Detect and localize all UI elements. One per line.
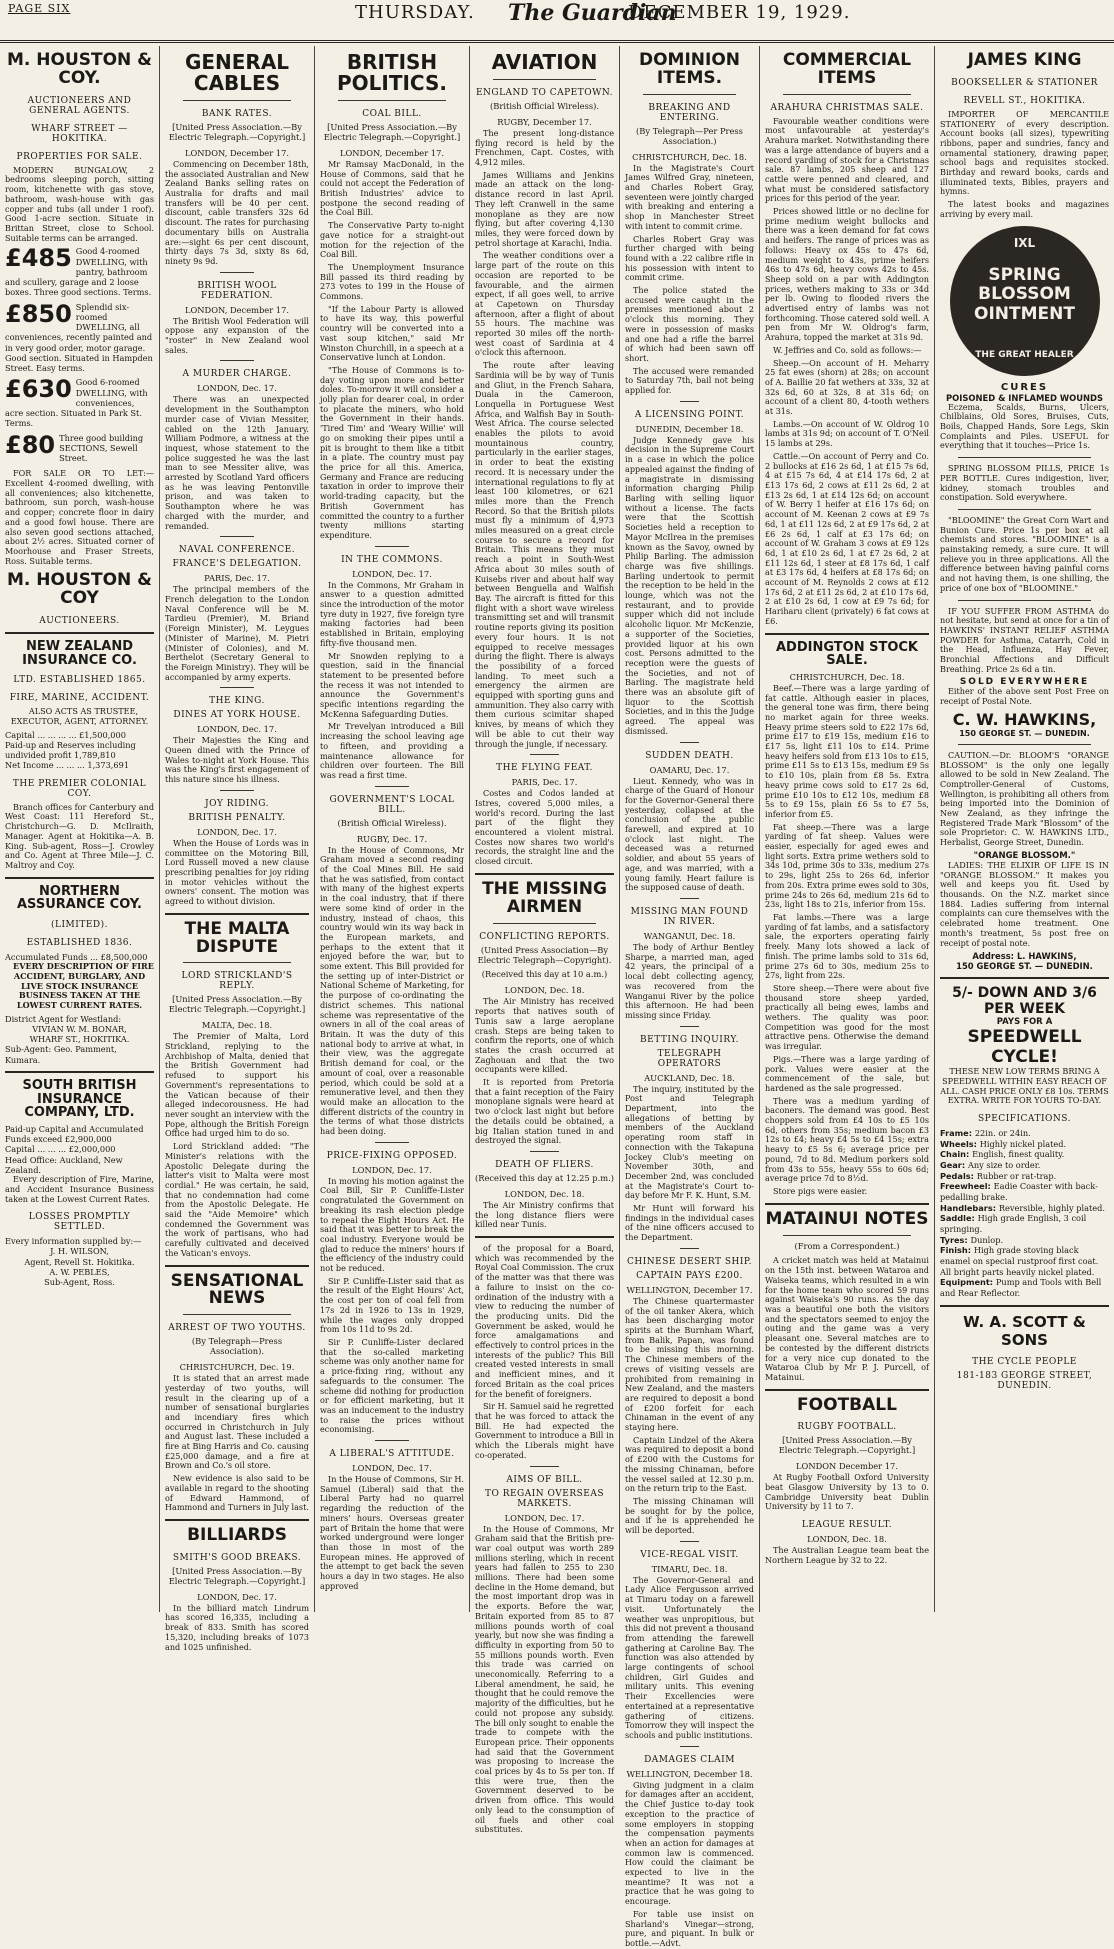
article-paragraph: Store sheep.—There were about five thousand store sheep yarded, practically all being ewes, lambs and wethers. The quality was poor. Competition was good for the most attractive pens. Otherwise the demand was irregular. <box>765 982 929 1052</box>
british-politics-heading: BRITISH POLITICS. <box>337 50 447 95</box>
northern-sub-agent: Sub-Agent: Geo. Pamment, Kumara. <box>5 1044 117 1065</box>
flying-feat-heading: THE FLYING FEAT. <box>496 763 593 774</box>
article-paragraph: The Unemployment Insurance Bill passed its third reading by 273 votes to 199 in the House of Commons. <box>320 261 464 302</box>
asthma-ad: IF YOU SUFFER FROM ASTHMA do not hesitate, but send at once for a tin of HAWKINS' INSTANT RELIEF ASTHMA POWDER for Asthma, Catarrh, Cold in the Head, Influenza, Hay Fever, Bronchial Affections and Difficult Breathing. Price 2s 6d a tin. <box>940 605 1109 674</box>
article-paragraph: It is reported from Pretoria that a faint reception of the Fairy monoplane signals were heard at two o'clock last night but before the details could be obtained, a big Italian station tuned in and destroyed the signal. <box>475 1077 614 1146</box>
dateline: MALTA, Dec. 18. <box>201 1020 273 1031</box>
article-paragraph: The body of Arthur Bentley Sharpe, a married man, aged 42 years, the principal of a local debt collecting agency, was recovered from the Wanganui River by the police this afternoon. He had been missing since Friday. <box>625 942 754 1020</box>
article-paragraph: The accused were remanded to Saturday 7th, bail not being applied for. <box>625 365 754 396</box>
south-british-info: Every information supplied by:— <box>5 1236 142 1247</box>
northern-assurance-description: EVERY DESCRIPTION OF FIRE ACCIDENT, BURGLARY, AND LIVE STOCK INSURANCE BUSINESS TAKEN AT THE LOWEST CURRENT RATES. <box>13 961 154 1010</box>
article-paragraph: The missing Chinaman will be sought for by the police, and if he is apprehended he will be deported. <box>625 1495 754 1536</box>
dateline: AUCKLAND, Dec. 18. <box>644 1072 735 1083</box>
spec-key: Tyres: <box>940 1234 971 1245</box>
cures-description: Eczema, Scalds, Burns, Ulcers, Chilblains, Old Sores, Bruises, Cuts, Boils, Chapped Hands, Sore Legs, Skin Complaints and Piles. USEFUL for everything that it touches—Price 1s. <box>940 401 1109 451</box>
dateline: CHRISTCHURCH, Dec. 18. <box>789 671 905 682</box>
article-paragraph: Prices showed little or no decline for prime medium weight bullocks and there was a keen demand for fat cows and heifers. The range of prices was as follows: Heavy ox 45s to 47s 6d, medium weight to 43s, prime heifers 46s to 47s 6d, heavy cows 42s to 45s. Sheep sold on a par with Addington prices, wethers making to 33s or 34d per lb. Owing to flooded rivers the advertised entry of lambs was not forthcoming. Those catered sold well. A pen from Mr W. Oldrog's farm, Arahura, topped the market at 31s 9d. <box>765 206 929 343</box>
south-british-description: Every description of Fire, Marine, and Accident Insurance Business taken at the Lowest Current Rates. <box>5 1174 154 1204</box>
article-paragraph: Pigs.—There was a large yarding of pork. Values were easier at the commencement of the sale, but hardened as the sale progressed. <box>765 1053 929 1093</box>
south-british-heading: SOUTH BRITISH INSURANCE COMPANY, LTD. <box>22 1077 137 1121</box>
wool-federation-heading: BRITISH WOOL FEDERATION. <box>197 280 277 301</box>
overseas-markets-heading: TO REGAIN OVERSEAS MARKETS. <box>484 1488 605 1509</box>
article-paragraph: Lieut. Kennedy, who was in charge of the Guard of Honour for the Governor-General there yesterday, collapsed at the conclusion of the public farewell, and expired at 10 o'clock last night. The deceased was a returned soldier, and about 55 years of age, and was married, with a young family. Heart failure is the supposed cause of death. <box>625 775 754 893</box>
cures-subheading: POISONED & INFLAMED WOUNDS <box>945 392 1104 403</box>
received-note: (Received this day at 12.25 p.m.) <box>475 1172 614 1183</box>
spec-key: Handlebars: <box>940 1202 999 1213</box>
article-paragraph: The Premier of Malta, Lord Strickland, replying to the Archbishop of Malta, denied that the British Government had refused to support his Government's representations to the Vatican because of their alleged indecorousness. He had never sought an interview with the Pope, although the British Foreign Office had urged him to do so. <box>165 1031 309 1139</box>
column-2-general-cables <box>160 46 315 1652</box>
column-5-dominion-items <box>620 46 760 1948</box>
dominion-items-heading: DOMINION ITEMS. <box>638 50 741 88</box>
article-paragraph: Sir P. Cunliffe-Lister said that as the result of the Eight Hours' Act, the cost per ton of coal fell from 17s 2d in 1926 to 13s in 1929, while the wages only dropped from 10s 11d to 9s 2d. <box>320 1275 464 1335</box>
missing-man-heading: MISSING MAN FOUND IN RIVER. <box>630 907 749 927</box>
northern-assurance-funds: Accumulated Funds ... £8,500,000 <box>5 951 148 962</box>
article-paragraph: The route after leaving Sardinia will be by way of Tunis and Gliut, in the French Sahara, Duala in the Cameroon, Lonquella in Portuguese West Africa, and Walfish Bay in South-West Africa. The course selected enables the pilots to avoid mountainous country, particularly in the earlier stages, in order to beat the existing record. It is necessary under the international regulations to fly at least 100 kilometres, or 621 miles more than the French Record. So that the British pilots must fly a minimum of 4,973 miles measured on a great circle course to secure a record for Britain. This means they must reach a point in South-West Africa about 30 miles south of Kuisebs river and about half way between Benguella and Walfish Bay. The aircraft is fitted for this flight with a short wave wireless transmitting set and will transmit routine reports giving its position every four hours. It is not equipped to receive messages during the flight. There is always the possibility of a forced landing. To meet such a emergency the airmen are equipped with sporting guns and ammunition. They also carry with them curious scimitar shaped knives, by means of which they will be able to cut their way through the jungle, if necessary. <box>475 360 614 749</box>
spec-value: Pump and Tools with Bell and Rear Reflector. <box>940 1277 1102 1298</box>
listing-485 <box>5 246 154 297</box>
article-paragraph: "The House of Commons is to-day voting upon more and better doles. To-morrow it will consider a jolly plan for dearer coal, in order to placate the miners, who hold the Government in their hands. 'Tired Tim' and 'Weary Willie' will go on smoking their pipes until a pit is brought to them like a titbit in a plate. The country must pay the price for all this. America, Germany and France are reducing taxation in order to improve their world-trading capacity, but the British Government has committed the country to a further twenty millions starting expenditure. <box>320 364 464 540</box>
column-3-british-politics <box>315 46 470 1612</box>
hawkins-address-name: Address: L. HAWKINS, <box>972 951 1077 962</box>
spec-value: Reversible, highly plated. <box>998 1202 1105 1213</box>
listing-bungalow: MODERN BUNGALOW, 2 bedrooms sleeping porch, sitting room, kitchenette with gas stove, bathroom, wash-house with gas copper and tubs (all under 1 roof). Good 1-acre section. Situate in Brittan Street, close to School. Suitable terms can be arranged. <box>5 164 154 243</box>
dateline: RUGBY, Dec. 17. <box>356 833 428 844</box>
england-capetown-heading: ENGLAND TO CAPETOWN. <box>475 88 614 98</box>
correspondent-note: (From a Correspondent.) <box>794 1240 900 1251</box>
spec-item <box>940 1139 1109 1150</box>
article-paragraph: The inquiry, instituted by the Post and Telegraph Department, into the allegations of betting by members of the Auckland operating room staff in connection with the Takapuna Jockey Club's meeting on November 30th, and December 2nd, was concluded at the Magistrate's Court to-day before Mr F. K. Hunt, S.M. <box>625 1083 754 1201</box>
article-paragraph: In the House of Commons, Mr Graham said that the British pre-war coal output was worth 289 millions sterling, which in recent years had fallen to 255 to 230 millions. There had been some decline in the Home demand, but the most important drop was in the exports. Before the war, Britain exported from 85 to 87 millions pounds worth of coal yearly, but now she was finding a difficulty in exporting from 50 to 55 millions pounds worth. Even this trade was carried on uneconomically. Referring to a Liberal amendment, he said, he thought that he could remove the majority of the difficulties, but he could not propose any subsidy. The bill only sought to enable the trade to compete with the European price. Their opponents had said that the Government was proposing to increase the coal prices by 4s to 5s per ton. If this were true, then the Government deserved to be driven from office. This would only lead to the consumption of oil fuels and other coal substitutes. <box>475 1523 614 1835</box>
article-paragraph: Captain Lindzel of the Akera was required to deposit a bond of £200 with the Customs for the missing Chinaman, before the vessel sailed at 12.30 p.m. on the return trip to the East. <box>625 1434 754 1494</box>
press-credit: (By Telegraph—Press Association). <box>191 1336 283 1357</box>
article-paragraph: The Chinese quartermaster of the oil tanker Akera, which has been discharging motor spirits at the Burnham Wharf, from Balik, Papan, was found to be missing this morning. The Chinese members of the crews of visiting vessels are prohibited from remaining in New Zealand, and the masters are required to deposit a bond of £200 forfeit for each Chinaman in the event of any staying here. <box>625 1295 754 1433</box>
northern-agent-address: WHARF ST., HOKITIKA. <box>29 1034 130 1045</box>
spec-item <box>940 1160 1109 1171</box>
nz-insurance-lines: FIRE, MARINE, ACCIDENT. <box>9 693 150 704</box>
badge-bottom-text: THE GREAT HEALER <box>975 349 1074 360</box>
dateline: LONDON, Dec. 18. <box>504 1188 585 1199</box>
spec-value: Highly nickel plated. <box>979 1138 1067 1149</box>
dateline: LONDON, December 17. <box>339 147 445 158</box>
price-fixing-heading: PRICE-FIXING OPPOSED. <box>326 1150 458 1161</box>
article-paragraph: In the House of Commons, Mr Graham moved a second reading of the Coal Mines Bill. He said that he was satisfied, from contact with many of the highest experts in the coal industry, that if there were some kind of order in the industry, instead of chaos, this country would win its way back in the European markets, and perhaps to the extent that it enjoyed before the war, but to some extent. This Bill provided for the setting up of inter-District or National Scheme of Marketing, for the purpose of co-ordinating the district schemes. This national scheme was representative of the owners in all of the coal areas of Britain. It was the duty of this national body to arrive at what, in their view, was the aggregate British demand for coal, or the amount of coal, over a reasonable period, which could be sold at a remunerative level, and then they would make an allocation to the different districts of the country in the terms of what those districts had been doing. <box>320 844 464 1137</box>
naval-conference-heading: NAVAL CONFERENCE. <box>178 545 296 556</box>
captain-pays-heading: CAPTAIN PAYS £200. <box>636 1270 743 1281</box>
price-630: £630 <box>5 375 72 404</box>
article-paragraph: Cattle.—On account of Perry and Co. 2 bullocks at £16 2s 6d, 1 at £15 7s 6d, 4 at £15 7s 6d, 4 at £14 17s 6d, 2 at £13 17s 6d, 2 cows at £11 2s 6d, 2 at £13 2s 6d, 1 at £14 12s 6d; on account of W. Berry 1 heifer at £16 17s 6d; on account of M. Keenan 2 cows at £9 7s 6d, 1 at £11 12s 6d, 2 at £9 17s 6d, 2 at £6 2s 6d, 1 calf at £3 17s 6d; on account of W. Graham 3 cows at £9 12s 6d, 1 at £10 2s 6d, 1 at £7 2s 6d, 2 at £11 12s 6d, 1 steer at £8 17s 6d, 1 calf at £3 17s 6d, 4 heifers at £8 17s 6d; on account of M. Reynolds 2 cows at £12 17s 6d, 2 at £11 2s 6d, 2 at £10 17s 6d, 2 at £10 2s 6d, 1 cow at £9 7s 6d; for Hariharu client (privately) 6 fat cows at £6. <box>765 450 929 626</box>
column-7-advertisements <box>935 46 1114 1612</box>
northern-assurance-heading: NORTHERN ASSURANCE COY. <box>17 883 142 913</box>
press-credit: (By Telegraph—Per Press Association.) <box>636 125 743 146</box>
article-paragraph: Fat lambs.—There was a large yarding of fat lambs, and a satisfactory sale, the exporters operating fairly freely. Many lots showed a lack of finish. The prime lambs sold to 31s 6d, prime 27s 6d to 30s, medium 25s to 27s, light from 22s. <box>765 912 929 981</box>
south-british-sub-agent: A. W. PEBLES, <box>49 1266 110 1277</box>
damages-claim-heading: DAMAGES CLAIM <box>644 1754 735 1765</box>
spec-key: Freewheel: <box>940 1181 994 1192</box>
article-paragraph: In moving his motion against the Coal Bill, Sir P. Cunliffe-Lister congratulated the Government on breaking its rash election pledge to repeal the Eight Hours Act. He said that it was better to break the coal industry. Everyone would be glad to reduce the miners' hours if the efficiency of the industry could not be reduced. <box>320 1175 464 1274</box>
dateline: LONDON, Dec. 17. <box>197 826 277 837</box>
northern-assurance-established: ESTABLISHED 1836. <box>26 937 133 948</box>
missing-airmen-heading: THE MISSING AIRMEN <box>482 878 607 917</box>
northern-agent-name: VIVIAN W. M. BONAR, <box>32 1023 127 1034</box>
murder-charge-heading: A MURDER CHARGE. <box>182 369 292 380</box>
nz-insurance-branches: Branch offices for Canterbury and West Coast: 111 Hereford St., Christchurch—G. D. McIlraith, Manager. Agent at Hokitika—A. B. King. Sub-agent, Ross—J. Crowley and Co. Agent at Three Mile—J. C. Maltroy and Coy. <box>5 801 154 870</box>
james-king-address: REVELL ST., HOKITIKA. <box>963 95 1086 106</box>
scott-heading: W. A. SCOTT & SONS <box>963 1312 1086 1349</box>
south-british-sub-agent-address: Sub-Agent, Ross. <box>44 1277 115 1288</box>
magazines-note: The latest books and magazines arriving by every mail. <box>940 199 1109 219</box>
spec-item <box>940 1213 1109 1234</box>
billiards-heading: BILLIARDS <box>187 1524 287 1545</box>
dateline: LONDON, Dec. 17. <box>197 1591 277 1602</box>
article-paragraph: Lambs.—On account of W. Oldrog 10 lambs at 31s 9d; on account of T. O'Neil 15 lambs at 29s. <box>765 418 929 449</box>
article-paragraph: Favourable weather conditions were most unfavourable at yesterday's Arahura market. Notwithstanding there was a large attendance of buyers and a record yarding of stock for a Christmas sale. 87 lambs, 205 sheep and 127 cattle were penned and cleared, and what must be considered satisfactory prices for this period of the year. <box>765 115 929 204</box>
dateline: WELLINGTON, December 18. <box>626 1768 753 1779</box>
bank-rates-heading: BANK RATES. <box>201 109 273 119</box>
listing-80-text: Three good building SECTIONS, Sewell Street. <box>59 432 144 464</box>
article-paragraph: Mr Hunt will forward his findings in the individual cases of the nine officers accused to the Department. <box>625 1203 754 1243</box>
article-paragraph: The Air Ministry confirms that the long distance fliers were killed near Tunis. <box>475 1199 614 1230</box>
scott-subheading: THE CYCLE PEOPLE <box>972 1356 1077 1367</box>
press-credit: (British Official Wireless). <box>490 101 599 111</box>
sold-everywhere: SOLD EVERYWHERE <box>959 677 1090 688</box>
masthead-date: DECEMBER 19, 1929. <box>628 2 851 23</box>
listing-630 <box>5 377 154 428</box>
northern-district-agent: District Agent for Westland: <box>5 1013 122 1024</box>
properties-heading: PROPERTIES FOR SALE. <box>16 151 143 162</box>
press-credit: (United Press Association—By Electric Telegraph—Copyright). <box>477 944 612 965</box>
page-number: PAGE SIX <box>8 2 71 15</box>
masthead-day: THURSDAY. <box>355 2 475 23</box>
nz-insurance-capital: Capital ... ... ... ... £1,500,000 <box>5 729 126 740</box>
article-paragraph: Giving judgment in a claim for damages after an accident, the Chief Justice to-day took exception to the practice of some employers in stopping the compensation payments when an action for damages at common law is commenced. How could the claimant be expected to live in the meantime? It was not a practice that he was going to encourage. <box>625 1779 754 1907</box>
british-penalty-heading: BRITISH PENALTY. <box>188 812 286 823</box>
article-paragraph: When the House of Lords was in committee on the Motoring Bill, Lord Russell moved a new clause prescribing penalties for joy riding in motor vehicles without the owners' consent. The motion was agreed to without division. <box>165 837 309 907</box>
spec-value: Eadie Coaster with back-pedalling brake. <box>940 1181 1098 1202</box>
spec-value: English, finest quality. <box>972 1149 1065 1160</box>
arrest-youths-heading: ARREST OF TWO YOUTHS. <box>168 1323 306 1334</box>
houston-heading-2: M. HOUSTON & COY <box>6 570 153 609</box>
spec-value: High grade English, 3 coil springing. <box>940 1213 1087 1234</box>
hawkins-name: C. W. HAWKINS, <box>952 709 1097 729</box>
spec-key: Saddle: <box>940 1213 978 1224</box>
arahura-sale-heading: ARAHURA CHRISTMAS SALE. <box>770 102 924 113</box>
article-paragraph: There was a medium yarding of baconers. The demand was good. Best choppers sold from £4 10s to £5 10s 6d, others from 35s; medium bacon £3 12s to £4; heavy £4 5s to £4 15s; extra heavy to £5 5s 6; average price per pound, 7d to 8d. Medium porkers sold from 43s to 55s, heavy 55s to 60s 6d; average price 7d to 8½d. <box>765 1095 929 1184</box>
spec-key: Equipment: <box>940 1277 996 1288</box>
dateline: LONDON, Dec. 18. <box>807 1534 887 1545</box>
south-british-agent: J. H. WILSON, <box>50 1246 109 1257</box>
article-paragraph: The British Wool Federation will oppose any expansion of the "roster" in New Zealand wool sales. <box>165 315 309 355</box>
general-cables-heading: GENERAL CABLES <box>184 50 290 95</box>
hawkins-address: 150 GEORGE ST. — DUNEDIN. <box>959 728 1090 738</box>
column-1-advertisements <box>0 46 160 1612</box>
south-british-funds: Paid-up Capital and Accumulated Funds exceed £2,900,000 <box>5 1123 144 1145</box>
postal-note: Either of the above sent Post Free on receipt of Postal Note. <box>940 686 1109 707</box>
licensing-point-heading: A LICENSING POINT. <box>634 409 745 420</box>
spec-item <box>940 1277 1109 1298</box>
article-paragraph: The weather conditions over a large part of the route on this occasion are reported to be favourable, and the airmen expect, if all goes well, to arrive at Capetown on Thursday afternoon, after a flight of about 55 hours. The machine was reported 30 miles off the north-west coast of Sardinia at 4 o'clock this afternoon. <box>475 250 614 358</box>
breaking-entering-heading: BREAKING AND ENTERING. <box>648 102 731 123</box>
rugby-football-heading: RUGBY FOOTBALL. <box>797 1422 897 1433</box>
article-paragraph: There was an unexpected development in the Southampton murder case of Vivian Messiter, cabled on the 12th January. William Podmore, a witness at the inquest, whose statement to the police suggested he was the last man to see Messiter alive, was arrested by Scotland Yard officers as he was leaving Pentonville prison, and was taken to Southampton where he was charged with the murder, and remanded. <box>165 394 309 531</box>
aviation-heading: AVIATION <box>491 50 598 74</box>
press-credit: [United Press Association.—By Electric Telegraph.—Copyright.] <box>168 994 306 1015</box>
south-british-losses: LOSSES PROMPTLY SETTLED. <box>28 1212 131 1233</box>
dateline: DUNEDIN, December 18. <box>635 423 744 434</box>
pills-ad: SPRING BLOSSOM PILLS, PRICE 1s PER BOTTLE. Cures indigestion, liver, kidney, stomach troubles and constipation. Sold everywhere. <box>940 463 1109 503</box>
joy-riding-heading: JOY RIDING. <box>205 798 269 809</box>
spec-item <box>940 1149 1109 1160</box>
press-credit: (British Official Wireless). <box>337 817 447 828</box>
scott-address: 181-183 GEORGE STREET, DUNEDIN. <box>956 1370 1093 1391</box>
article-paragraph: Sir H. Samuel said he regretted that he was forced to attack the Bill. He had expected the Government to introduce a Bill in which the Liberals might have co-operated. <box>475 1401 614 1460</box>
article-paragraph: At Rugby Football Oxford University beat Glasgow University by 13 to 0. Cambridge University beat Dublin University by 11 to 7. <box>765 1472 929 1512</box>
badge-top-text: IXL <box>1013 235 1036 250</box>
article-paragraph: Lord Strickland added: "The Minister's relations with the Apostolic Delegate during the latter's visit to Malta were most cordial." He was certain, he said, that no condemnation had come from the Apostolic Delegate. He said the "Aide Memoire" which condemned the Government was the work of partisans, who had carefully cultivated and deceived the Vatican's envoys. <box>165 1141 309 1258</box>
south-british-capital: Capital ... ... ... £2,000,000 <box>5 1144 116 1155</box>
cures-heading: CURES <box>1000 381 1049 393</box>
article-paragraph: The Australian League team beat the Northern League by 32 to 22. <box>765 1545 929 1565</box>
article-paragraph: It is stated that an arrest made yesterday of two youths, will result in the clearing up of a number of sensational burglaries and incendiary fires which occurred in Christchurch in July and August last. These included a fire at Bing Harris and Co. causing £25,000 damage, and a fire at Brown and Co.'s oil store. <box>165 1373 309 1471</box>
malta-dispute-heading: THE MALTA DISPUTE <box>184 918 290 957</box>
caution-notice: CAUTION.—Dr. BLOOM'S "ORANGE BLOSSOM" is the only one legally allowed to be sold in New Zealand. The Comptroller-General of Customs, Wellington, is prohibiting all others from being imported into the Dominion of New Zealand, as they infringe the Registered Trade Mark "Blossom" of the sole Proprietor: C. W. HAWKINS LTD., Herbalist, George Street, Dunedin. <box>940 749 1109 848</box>
james-king-heading: JAMES KING <box>967 50 1082 70</box>
article-paragraph: Store pigs were easier. <box>773 1185 868 1196</box>
pays-for: PAYS FOR A <box>996 1017 1053 1028</box>
dateline: LONDON, Dec. 17. <box>352 568 432 579</box>
sudden-death-heading: SUDDEN DEATH. <box>645 750 734 761</box>
hawkins-address-street: 150 GEORGE ST. — DUNEDIN. <box>956 961 1093 972</box>
listing-630-text: Good 6-roomed DWELLING, with conveniences, acre section. Situated in Park St. Terms. <box>5 377 148 429</box>
spec-key: Chain: <box>940 1149 973 1160</box>
bookseller-subheading: BOOKSELLER & STATIONER <box>951 77 1098 88</box>
dateline: LONDON, Dec. 17. <box>197 383 277 394</box>
dateline: WELLINGTON, December 17. <box>626 1284 753 1295</box>
spec-item <box>940 1235 1109 1246</box>
listing-850-text: Splendid six-roomed DWELLING, all conveniences, recently painted and in very good order, motor garage. Good section. Situated in Hampden Street. Easy terms. <box>5 301 153 374</box>
dateline: PARIS, Dec. 17. <box>204 573 270 584</box>
speedwell-heading: SPEEDWELL CYCLE! <box>967 1027 1082 1068</box>
dateline: CHRISTCHURCH, Dec. 18. <box>632 151 747 162</box>
houston-heading: M. HOUSTON & COY. <box>6 50 153 88</box>
article-paragraph: New evidence is also said to be available in regard to the shooting of Edward Hammond, of Hammond and Turners in July last. <box>165 1473 309 1513</box>
specifications-list <box>940 1128 1109 1299</box>
nz-insurance-paid-up: Paid-up and Reserves including undivided profit 1,789,810 <box>5 739 136 761</box>
dateline: WANGANUI, Dec. 18. <box>643 931 736 941</box>
dateline: LONDON, December 17. <box>184 304 290 315</box>
aims-of-bill-heading: AIMS OF BILL. <box>506 1474 583 1485</box>
spec-key: Finish: <box>940 1245 974 1256</box>
york-house-heading: DINES AT YORK HOUSE. <box>173 710 301 721</box>
article-paragraph: Sir P. Cunliffe-Lister declared that the so-called marketing scheme was only another name for a price-fixing ring, without any safeguards to the consumer. The scheme did nothing for production or for efficient marketing, but it was an inducement to the industry to raise the prices without economising. <box>320 1336 464 1435</box>
article-paragraph: James Williams and Jenkins made an attack on the long-distance record in last April. They left Cranwell in the same monoplane as they are now flying, but after covering 4,130 miles, they were forced down by petrol shortage at Karachi, India. <box>475 169 614 248</box>
masthead <box>0 0 1114 43</box>
newspaper-title: The Guardian <box>508 0 677 26</box>
spec-value: Dunlop. <box>970 1234 1004 1245</box>
spec-item <box>940 1181 1109 1202</box>
listing-ross: FOR SALE OR TO LET:—Excellent 4-roomed dwelling, with all conveniences; also kitchenette, bathroom, sun porch, wash-house and copper; concrete floor in dairy and a good fowl house. There are also seven good sections attached, about 2½ acres. Situated corner of Moorhouse and Fraser Streets, Ross. Suitable terms. <box>5 468 154 566</box>
betting-inquiry-heading: BETTING INQUIRY. <box>640 1034 739 1045</box>
article-paragraph: Fat sheep.—There was a large yarding of fat sheep. Values were easier, especially for aged ewes and light sorts. Extra prime wethers sold to 34s 10d, prime 30s to 33s, medium 27s to 29s, light 25s to 26s 6d, inferior from 20s. Extra prime ewes sold to 30s, prime 24s to 26s 6d, medium 21s 6d to 23s, light 18s to 21s, inferior from 15s. <box>765 821 929 910</box>
dateline: LONDON, Dec. 17. <box>352 1164 432 1175</box>
northern-assurance-limited: (LIMITED). <box>51 919 108 930</box>
spec-value: Any size to order. <box>967 1160 1041 1170</box>
local-bill-heading: GOVERNMENT'S LOCAL BILL. <box>329 794 455 815</box>
columns <box>0 46 1114 1948</box>
spec-value: High grade stoving black enamel on special rustproof first coat. All bright parts heavily nickel plated. <box>940 1245 1099 1277</box>
article-paragraph: Mr Snowden replying to a question, said in the financial statement to be presented before the recess it was not intended to announce the Government's specific intentions regarding the McKenna Safeguarding Duties. <box>320 650 464 719</box>
article-paragraph: A cricket match was held at Matainui on the 15th inst. between Wataroa and Waiseka teams, which resulted in a win for the home team who scored 59 runs against Waiseka's 90 runs. As the day was a beautiful one both the visitors and the spectators seemed to enjoy the outing and the game was a very pleasant one. Several matches are to be contested by the different districts for a very nice cup donated to the Wataroa Club by Mr P. J. Purcell, of Matainui. <box>765 1255 929 1382</box>
article-paragraph: Mr Ramsay MacDonald, in the House of Commons, said that he could not accept the Federation of British Industries' advice to postpone the second reading of the Coal Bill. <box>320 158 464 218</box>
spec-item <box>940 1245 1109 1277</box>
article-paragraph: Charles Robert Gray was further charged with being found with a .22 calibre rifle in his possession with intent to commit crime. <box>625 233 754 283</box>
article-paragraph: The Governor-General and Lady Alice Fergusson arrived at Timaru today on a farewell visit. Unfortunately the weather was unpropitious, but this did not prevent a thousand from attending the farewell gathering at Caroline Bay. The function was also attended by large contingents of school children, Girl Guides and military units. This evening Their Excellencies were entertained at a representative gathering of citizens. Tomorrow they will inspect the schools and public institutions. <box>625 1574 754 1740</box>
article-paragraph: "If the Labour Party is allowed to have its way, this powerful country will be converted into a vast soup kitchen," said Mr Winston Churchill, in a speech at a Conservative lunch at London. <box>320 303 464 363</box>
spec-item <box>940 1203 1109 1214</box>
article-paragraph: Judge Kennedy gave his decision in the Supreme Court in a case in which the police appealed against the finding of a magistrate in dismissing information charging Philip Barling with selling liquor without a license. The facts were that the Scottish Societies held a reception to Mayor McIlrea in the premises known as the Savoy, owned by Philip Barling. The admission charge was five shillings. Barling undertook to permit the reception to be held in the lounge, which was not the restaurant, and to provide supper which did not include alcoholic liquor. Mr McKenzie, a supporter of the Societies, provided liquor at his own cost. Persons admitted to the reception were the guests of the Societies, and not of Barling. The magistrate held there was an absolute gift of liquor to the Scottish Societies, and in this the Judge agreed. The appeal was dismissed. <box>625 434 754 736</box>
dateline: LONDON, December 17. <box>184 147 290 158</box>
vice-regal-heading: VICE-REGAL VISIT. <box>640 1549 739 1560</box>
liberal-attitude-heading: A LIBERAL'S ATTITUDE. <box>329 1449 455 1460</box>
article-paragraph: In the Commons, Mr Graham in answer to a question admitted since the introduction of the motor tyre duty in 1927, five foreign tyre making factories had been established in Britain, employing fifty-five thousand men. <box>320 579 464 648</box>
telegraph-operators-heading: TELEGRAPH OPERATORS <box>657 1048 722 1069</box>
spec-key: Frame: <box>940 1128 975 1139</box>
dateline: OAMARU, Dec. 17. <box>649 764 730 775</box>
listing-850 <box>5 299 154 374</box>
cycle-terms-heading: 5/- DOWN AND 3/6 PER WEEK <box>952 985 1097 1018</box>
nz-insurance-heading: NEW ZEALAND INSURANCE CO. <box>22 639 137 668</box>
press-credit: [United Press Association.—By Electric Telegraph.—Copyright.] <box>778 1435 916 1456</box>
smith-breaks-heading: SMITH'S GOOD BREAKS. <box>172 1552 302 1563</box>
article-paragraph: Beef.—There was a large yarding of fat cattle. Although easier in places, the general tone was firm, there being no market again for three weeks. Heavy prime steers sold to £22 17s 6d, prime £17 to £19 15s, medium £16 to £17 5s, light £11 10s to £14. Prime heavy heifers sold from £13 10s to £15, prime £11 5s to £13 15s, medium £9 5s to £10 10s, plain from £8 5s. Extra heavy prime cows sold to £17 2s 6d, prime £10 10s to £12 10s, medium £8 5s to £9 15s, plain £6 5s to £7 5s, inferior from £5. <box>765 682 929 819</box>
press-credit: [United Press Association.—By Electric Telegraph.—Copyright.] <box>168 1565 306 1586</box>
spec-key: Wheels: <box>940 1138 980 1149</box>
nz-insurance-net-income: Net Income ... ... ... 1,373,691 <box>5 760 130 771</box>
dateline: CHRISTCHURCH, Dec. 19. <box>179 1362 295 1373</box>
article-paragraph: Sheep.—On account of H. Meharry 25 fat ewes (shorn) at 28s; on account of A. Baillie 20 fat wethers at 33s, 32 at 32s 6d, 60 at 32s, 8 at 31s 6d; on account of a client 80, 4-tooth wethers at 31s. <box>765 357 929 417</box>
dateline: LONDON, Dec. 17. <box>197 724 277 735</box>
bloomine-ad: "BLOOMINE" the Great Corn Wart and Bunion Cure. Price 1s per box at all chemists and stores. "BLOOMINE" is a painstaking remedy, a sure cure. It will relieve you in three applications. All the difference between having painful corns and not having them, is one shilling, the price of one box of "BLOOMINE." <box>940 514 1109 593</box>
coal-bill-heading: COAL BILL. <box>362 109 422 119</box>
received-note: (Received this day at 10 a.m.) <box>481 969 608 980</box>
houston-subheading-2: AUCTIONEERS. <box>39 616 120 627</box>
spec-item <box>940 1171 1109 1182</box>
article-paragraph: The present long-distance flying record is held by the Frenchmen, Capt. Costes, with 4,912 miles. <box>475 127 614 168</box>
death-of-fliers-heading: DEATH OF FLIERS. <box>495 1159 594 1170</box>
article-paragraph: For table use insist on Sharland's Vinegar—strong, pure, and piquant. In bulk or bottle.—Advt. <box>625 1908 754 1948</box>
price-850: £850 <box>5 299 72 328</box>
dateline: LONDON, Dec. 17. <box>352 1463 432 1474</box>
article-paragraph: Costes and Codos landed at Istres, covered 5,000 miles, a world's record. During the last part of the flight they encountered a violent mistral. Costes now shares two world's records, the straight line and the closed circuit. <box>475 788 614 867</box>
league-result-heading: LEAGUE RESULT. <box>801 1520 893 1531</box>
premier-colonial: THE PREMIER COLONIAL COY. <box>12 778 147 799</box>
dateline: LONDON December 17. <box>796 1461 898 1472</box>
article-paragraph: Mr Trevelyan introduced a Bill increasing the school leaving age to fifteen, and providing a maintenance allowance for children over fourteen. The Bill was read a first time. <box>320 721 464 780</box>
article-paragraph: In the House of Commons, Sir H. Samuel (Liberal) said that the Liberal Party had no quarrel regarding the reduction of the miners' hours. Overseas greater part of Britain the home that were worked underground were longer than those in most of the European mines. He approved of the attempt to get back the seven hours a day in two stages. He also approved <box>320 1474 464 1591</box>
cycle-terms-description: THESE NEW LOW TERMS BRING A SPEEDWELL WITHIN EASY REACH OF ALL. CASH PRICE ONLY £8 10s. TERMS EXTRA. WRITE FOR YOURS TO-DAY. <box>940 1066 1109 1106</box>
article-paragraph: Commencing on December 18th, the associated Australian and New Zealand Banks selling rates on Australia for drafts and mail transfers will be 40 per cent. discount, cable transfers 32s 6d discount. The rates for purchasing documentary bills on Australia are:—sight 6s per cent discount, thirty days 7s 3d, sixty 8s 6d, ninety 9s 9d. <box>165 158 309 266</box>
spec-key: Gear: <box>940 1160 968 1170</box>
nz-insurance-trustee: ALSO ACTS AS TRUSTEE, EXECUTOR, AGENT, ATTORNEY. <box>10 706 149 727</box>
addington-sale-heading: ADDINGTON STOCK SALE. <box>775 639 919 669</box>
conflicting-reports-heading: CONFLICTING REPORTS. <box>479 931 610 942</box>
nz-insurance-established: LTD. ESTABLISHED 1865. <box>13 675 146 686</box>
south-british-agent-address: Agent, Revell St. Hokitika. <box>24 1256 135 1267</box>
matainui-notes-heading: MATAINUI NOTES <box>765 1208 929 1229</box>
article-paragraph: In the Magistrate's Court James Wilfred Gray, nineteen, and Charles Robert Gray, seventeen were jointly charged with breaking and entering a shop in Manchester Street with intent to commit crime. <box>625 162 754 231</box>
dateline: LONDON, Dec. 17. <box>504 1512 585 1523</box>
listing-485-text: Good 4-roomed DWELLING, with pantry, bathroom and scullery, garage and 2 loose boxes. Three good sections. Terms. <box>5 246 152 298</box>
houston-address: WHARF STREET — HOKITIKA. <box>31 123 128 144</box>
ladies-ad: LADIES: THE ELIXIR OF LIFE IS IN "ORANGE BLOSSOM." It makes you well and keeps you fit. Used by thousands. On the N.Z. market since 1884. Ladies suffering from internal complaints can cure themselves with the celebrated home treatment. One month's treatment, 5s post free on receipt of postal note. <box>940 859 1109 948</box>
sensational-news-heading: SENSATIONAL NEWS <box>170 1270 304 1309</box>
in-the-commons-heading: IN THE COMMONS. <box>341 554 443 565</box>
article-paragraph: The Air Ministry has received reports that natives south of Tunis saw a large aeroplane crash. Steps are being taken to confirm the reports, one of which states the crash occurred at Zaghouan and that the two occupants were killed. <box>475 996 614 1075</box>
football-heading: FOOTBALL <box>797 1394 897 1415</box>
column-4-aviation <box>470 46 620 1835</box>
article-paragraph: Their Majesties the King and Queen dined with the Prince of Wales to-night at York House. This was the King's first engagement of this nature since his illness. <box>165 735 309 785</box>
south-british-head-office: Head Office: Auckland, New Zealand. <box>5 1154 123 1175</box>
the-king-heading: THE KING. <box>209 696 265 707</box>
price-80: £80 <box>5 430 56 459</box>
article-paragraph: The police stated the accused were caught in the premises mentioned about 2 o'clock this morning. They were in possession of masks and one had a rifle the barrel of which had been sawn off short. <box>625 285 754 363</box>
chinese-desert-heading: CHINESE DESERT SHIP. <box>627 1256 752 1267</box>
ointment-tin-image <box>950 226 1100 376</box>
press-credit: [United Press Association.—By Electric Telegraph.—Copyright.] <box>168 122 306 142</box>
article-paragraph: The principal members of the French delegation to the London Naval Conference will be M. Tardieu (Premier), M. Briand (Foreign Minister), M. Leygues (Minister of Marine), M. Pietri (Minister of Colonies), and M. Berthelot (Secretary General to the Foreign Ministry). They will be accompanied by army experts. <box>165 584 309 682</box>
dateline: RUGBY, December 17. <box>497 116 592 127</box>
commercial-items-heading: COMMERCIAL ITEMS <box>782 50 912 88</box>
dateline: PARIS, Dec. 17. <box>511 777 578 788</box>
dateline: TIMARU, Dec. 18. <box>651 1563 728 1574</box>
listing-80 <box>5 430 154 464</box>
badge-main-text: SPRING BLOSSOM OINTMENT <box>974 264 1075 324</box>
spec-item <box>940 1128 1109 1139</box>
specifications-heading: SPECIFICATIONS. <box>978 1114 1071 1125</box>
press-credit: [United Press Association.—By Electric Telegraph.—Copyright.] <box>323 122 461 142</box>
dateline: LONDON, Dec. 18. <box>504 985 585 996</box>
price-485: £485 <box>5 244 72 273</box>
column-6-commercial-items <box>760 46 935 1612</box>
article-paragraph: W. Jeffries and Co. sold as follows:— <box>773 344 922 355</box>
spec-value: Rubber or rat-trap. <box>976 1170 1057 1181</box>
houston-subheading: AUCTIONEERS AND GENERAL AGENTS. <box>27 95 132 116</box>
article-paragraph: In the billiard match Lindrum has scored 16,335, including a break of 833. Smith has scored 15,320, including breaks of 1073 and 1025 unfinished. <box>165 1602 309 1652</box>
spec-value: 22in. or 24in. <box>974 1128 1031 1139</box>
france-delegation-heading: FRANCE'S DELEGATION. <box>172 559 302 570</box>
strickland-reply-heading: LORD STRICKLAND'S REPLY. <box>181 971 293 992</box>
spec-key: Pedals: <box>940 1170 977 1181</box>
stationery-description: IMPORTER OF MERCANTILE STATIONERY of every description. Account books (all sizes), typewriting ribbons, paper and sundries, fancy and ornamental stationery, drawing paper, school bags and requisites stocked. Birthday and reward books, cards and illuminated texts, Bibles, prayers and hymns. <box>940 108 1109 197</box>
article-paragraph: The Conservative Party to-night gave notice for a straight-out motion for the rejection of the Coal Bill. <box>320 220 464 260</box>
article-paragraph: of the proposal for a Board, which was recommended by the Royal Coal Commission. The crux of the matter was that there was a failure to insist on the co-ordination of the industry with a view to reducing the number of the producing units. Did the Government be asked, would he force amalgamations and effectively to control prices in the interests of the public? This Bill created vested interests in small and inefficient mines, and it forced Britain as the coal prices for the benefit of foreigners. <box>475 1243 614 1399</box>
orange-blossom-heading: "ORANGE BLOSSOM." <box>973 850 1076 861</box>
